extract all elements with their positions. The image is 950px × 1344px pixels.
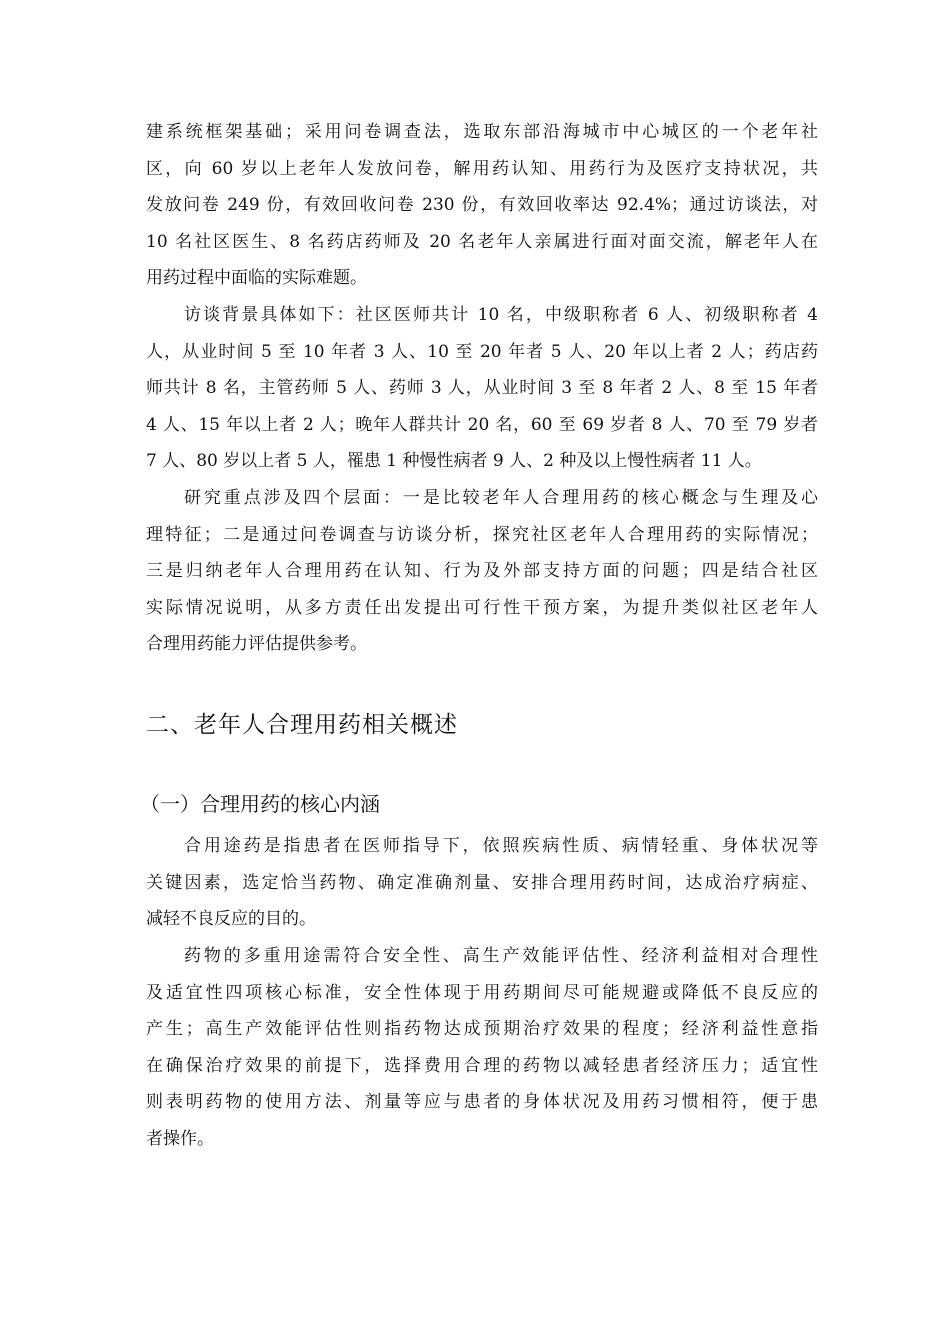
paragraph-line: 7 人、80 岁以上者 5 人，罹患 1 种慢性病者 9 人、2 种及以上慢性病者 11 人。 <box>146 451 762 471</box>
paragraph-line: 在确保治疗效果的前提下，选择费用合理的药物以减轻患者经济压力；适宜性 <box>146 1055 818 1076</box>
paragraph-line: 4 人、15 年以上者 2 人；晚年人群共计 20 名，60 至 69 岁者 8 人、70 至 79 岁者 <box>146 414 818 435</box>
paragraph-line: 关键因素，选定恰当药物、确定准确剂量、安排合理用药时间，达成治疗病症、 <box>146 872 818 893</box>
paragraph-line: 理特征；二是通过问卷调查与访谈分析，探究社区老年人合理用药的实际情况； <box>146 524 818 545</box>
body-paragraph <box>146 828 818 938</box>
paragraph-line: 访谈背景具体如下：社区医师共计 10 名，中级职称者 6 人、初级职称者 4 <box>184 305 818 325</box>
paragraph-line: 则表明药物的使用方法、剂量等应与患者的身体状况及用药习惯相符，便于患 <box>146 1092 818 1112</box>
paragraph-line: 研究重点涉及四个层面：一是比较老年人合理用药的核心概念与生理及心 <box>184 488 818 508</box>
paragraph-line: 产生；高生产效能评估性则指药物达成预期治疗效果的程度；经济利益性意指 <box>146 1019 818 1039</box>
paragraph-line: 及适宜性四项核心标准，安全性体现于用药期间尽可能规避或降低不良反应的 <box>146 982 818 1003</box>
body-paragraph <box>146 480 818 663</box>
subsection-title: （一）合理用药的核心内涵 <box>140 792 380 816</box>
paragraph-line: 人，从业时间 5 至 10 年者 3 人、10 至 20 年者 5 人、20 年以上者 2 人；药店药 <box>146 341 818 362</box>
body-paragraph <box>146 938 818 1157</box>
body-paragraph <box>146 114 818 297</box>
paragraph-line: 实际情况说明，从多方责任出发提出可行性干预方案，为提升类似社区老年人 <box>146 597 818 618</box>
paragraph-line: 发放问卷 249 份，有效回收问卷 230 份，有效回收率达 92.4%；通过访谈法，对 <box>146 195 818 215</box>
body-paragraph <box>146 297 818 480</box>
paragraph-line: 区，向 60 岁以上老年人发放问卷，解用药认知、用药行为及医疗支持状况，共 <box>146 158 818 179</box>
paragraph-line: 10 名社区医生、8 名药店药师及 20 名老年人亲属进行面对面交流，解老年人在 <box>146 231 818 252</box>
paragraph-line: 用药过程中面临的实际难题。 <box>146 268 367 288</box>
paragraph-line: 药物的多重用途需符合安全性、高生产效能评估性、经济利益相对合理性 <box>184 946 818 966</box>
paragraph-line: 者操作。 <box>146 1128 214 1149</box>
section-title: 二、老年人合理用药相关概述 <box>146 712 458 738</box>
paragraph-line: 三是归纳老年人合理用药在认知、行为及外部支持方面的问题；四是结合社区 <box>146 561 818 581</box>
paragraph-line: 建系统框架基础；采用问卷调查法，选取东部沿海城市中心城区的一个老年社 <box>146 122 818 142</box>
paragraph-line: 师共计 8 名，主管药师 5 人、药师 3 人，从业时间 3 至 8 年者 2 人、8 至 15 年者 <box>146 378 818 398</box>
paragraph-line: 合用途药是指患者在医师指导下，依照疾病性质、病情轻重、身体状况等 <box>184 836 818 856</box>
paragraph-line: 减轻不良反应的目的。 <box>146 909 316 929</box>
paragraph-line: 合理用药能力评估提供参考。 <box>146 634 367 654</box>
